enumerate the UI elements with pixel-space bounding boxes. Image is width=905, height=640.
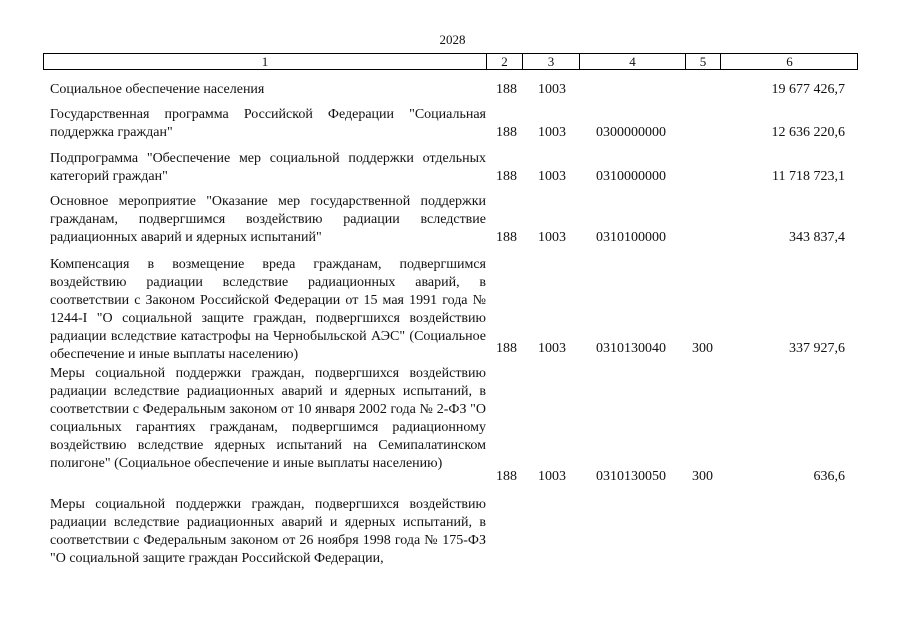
row-col-2: 188 xyxy=(496,469,517,484)
row-col-6: 337 927,6 xyxy=(789,341,845,356)
row-description: Компенсация в возмещение вреда гражданам, подвергшимся воздействию радиации вследствие радиационных аварий, в соответствии с Законом Российской Федерации от 15 мая 1991 года № 1244-I "О социальной защите граждан, подвергшихся воздействию радиации вследствие катастрофы на Чернобыльской АЭС" (Социальное обеспечение и иные выплаты населению) xyxy=(50,257,486,362)
row-col-3: 1003 xyxy=(538,341,566,356)
page-number: 2028 xyxy=(439,32,466,47)
header-col-2: 2 xyxy=(486,54,522,69)
row-description: Государственная программа Российской Федерации "Социальная поддержка граждан" xyxy=(50,107,486,140)
row-col-6: 12 636 220,6 xyxy=(771,125,845,140)
row-col-5: 300 xyxy=(692,341,713,356)
row-col-3: 1003 xyxy=(538,230,566,245)
header-col-4: 4 xyxy=(579,54,685,69)
header-col-3: 3 xyxy=(522,54,579,69)
row-col-3: 1003 xyxy=(538,169,566,184)
header-col-6: 6 xyxy=(720,54,858,69)
row-col-2: 188 xyxy=(496,82,517,97)
row-col-6: 11 718 723,1 xyxy=(772,169,845,184)
row-col-3: 1003 xyxy=(538,82,566,97)
row-description: Меры социальной поддержки граждан, подвергшихся воздействию радиации вследствие радиационных аварий и ядерных испытаний, в соответствии с Федеральным законом от 26 ноября 1998 года № 175-ФЗ "О социальной защите граждан Российской Федерации, xyxy=(50,497,486,566)
row-col-4: 0310130040 xyxy=(596,341,666,356)
row-description: Основное мероприятие "Оказание мер государственной поддержки гражданам, подвергшимся воздействию радиации вследствие радиационных аварий и ядерных испытаний" xyxy=(50,194,486,245)
row-col-4: 0310100000 xyxy=(596,230,666,245)
row-description: Подпрограмма "Обеспечение мер социальной поддержки отдельных категорий граждан" xyxy=(50,151,486,184)
row-col-2: 188 xyxy=(496,341,517,356)
header-col-5: 5 xyxy=(685,54,720,69)
row-col-2: 188 xyxy=(496,169,517,184)
table-header xyxy=(43,53,858,70)
row-col-4: 0310000000 xyxy=(596,169,666,184)
header-col-1: 1 xyxy=(261,54,269,69)
row-col-6: 636,6 xyxy=(813,469,845,484)
row-description: Меры социальной поддержки граждан, подвергшихся воздействию радиации вследствие радиационных аварий и ядерных испытаний, в соответствии с Федеральным законом от 10 января 2002 года № 2-ФЗ "О социальных гарантиях гражданам, подвергшимся радиационному воздействию вследствие ядерных испытаний на Семипалатинском полигоне" (Социальное обеспечение и иные выплаты населению) xyxy=(50,366,486,471)
row-col-5: 300 xyxy=(692,469,713,484)
row-col-3: 1003 xyxy=(538,469,566,484)
row-col-6: 19 677 426,7 xyxy=(771,82,845,97)
row-description: Социальное обеспечение населения xyxy=(50,82,265,97)
row-col-2: 188 xyxy=(496,230,517,245)
row-col-4: 0310130050 xyxy=(596,469,666,484)
row-col-4: 0300000000 xyxy=(596,125,666,140)
row-col-6: 343 837,4 xyxy=(789,230,845,245)
row-col-2: 188 xyxy=(496,125,517,140)
row-col-3: 1003 xyxy=(538,125,566,140)
